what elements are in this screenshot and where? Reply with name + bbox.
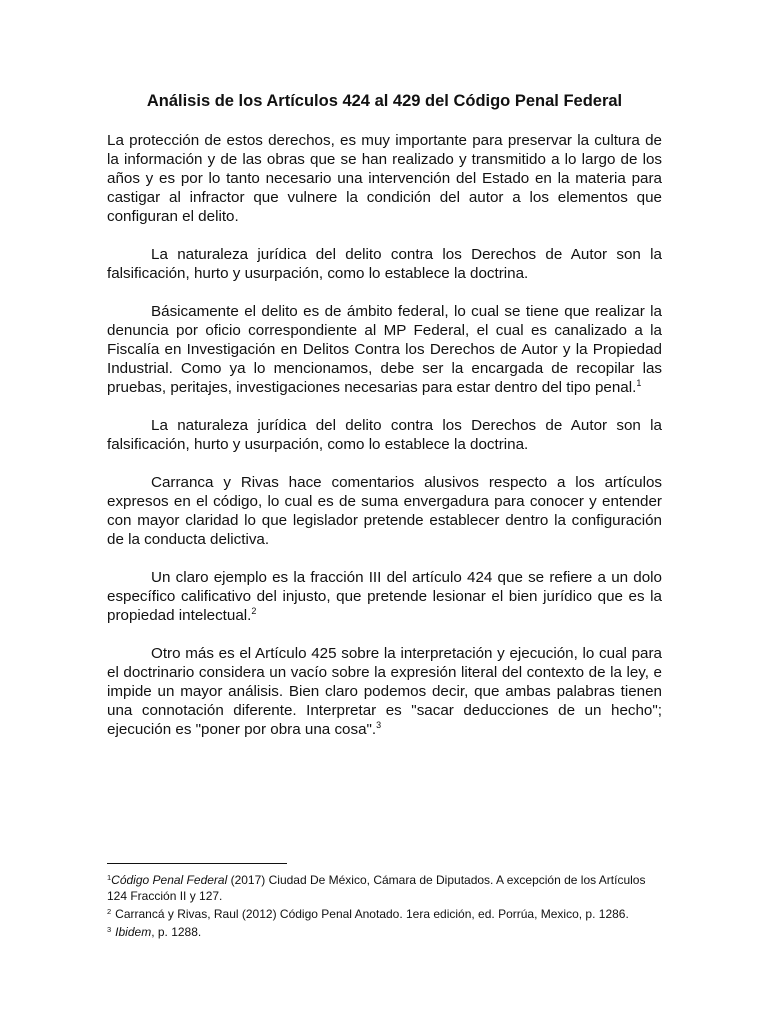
paragraph bbox=[107, 245, 662, 283]
paragraph bbox=[107, 416, 662, 454]
footnote-mark: 3 bbox=[107, 925, 112, 934]
paragraph-text: Básicamente el delito es de ámbito federal, lo cual se tiene que realizar la denuncia por oficio correspondiente al MP Federal, el cual es canalizado a la Fiscalía en Investigación en Delitos Contra los Derechos de Autor y la Propiedad Industrial. Como ya lo mencionamos, debe ser la encargada de recopilar las pruebas, peritajes, investigaciones necesarias para estar dentro del tipo penal. bbox=[107, 303, 662, 396]
footnote-italic-text: Ibidem bbox=[115, 925, 152, 939]
footnote-3 bbox=[107, 922, 662, 940]
paragraph bbox=[107, 568, 662, 625]
paragraph-text: Un claro ejemplo es la fracción III del artículo 424 que se refiere a un dolo específico calificativo del injusto, que pretende lesionar el bien jurídico que es la propiedad intelectual. bbox=[107, 569, 662, 624]
footnote-1 bbox=[107, 870, 662, 904]
footnote-mark: 2 bbox=[107, 907, 112, 916]
document-body bbox=[107, 131, 662, 758]
footnote-reference: 2 bbox=[251, 606, 257, 616]
footnote-reference: 3 bbox=[376, 720, 382, 730]
paragraph bbox=[107, 131, 662, 226]
paragraph-text: La protección de estos derechos, es muy importante para preservar la cultura de la información y de las obras que se han realizado y transmitido a lo largo de los años y es por lo tanto necesario una intervención del Estado en la materia para castigar al infractor que vulnere la condición del autor a los elementos que configuran el delito. bbox=[107, 132, 662, 225]
footnote-text: (2017) Ciudad De México, Cámara de Diputados. A excepción de los Artículos 124 Fracción II y 127. bbox=[107, 873, 646, 903]
footnote-2 bbox=[107, 904, 662, 922]
footnote-reference: 1 bbox=[636, 378, 642, 388]
footnote-italic-text: Código Penal Federal bbox=[111, 873, 228, 887]
footnotes bbox=[107, 870, 662, 940]
paragraph-text: Carranca y Rivas hace comentarios alusivos respecto a los artículos expresos en el código, lo cual es de suma envergadura para conocer y entender con mayor claridad lo que legislador pretende establecer dentro la configuración de la conducta delictiva. bbox=[107, 474, 662, 548]
paragraph-text: La naturaleza jurídica del delito contra los Derechos de Autor son la falsificación, hurto y usurpación, como lo establece la doctrina. bbox=[107, 417, 662, 453]
footnote-mark: 1 bbox=[107, 873, 112, 882]
paragraph bbox=[107, 644, 662, 739]
paragraph-text: La naturaleza jurídica del delito contra los Derechos de Autor son la falsificación, hurto y usurpación, como lo establece la doctrina. bbox=[107, 246, 662, 282]
document-title: Análisis de los Artículos 424 al 429 del Código Penal Federal bbox=[146, 92, 623, 110]
paragraph bbox=[107, 302, 662, 397]
paragraph-text: Otro más es el Artículo 425 sobre la interpretación y ejecución, lo cual para el doctrinario considera un vacío sobre la expresión literal del contexto de la ley, e impide un mayor análisis. Bien claro podemos decir, que ambas palabras tienen una connotación diferente. Interpretar es "sacar deducciones de un hecho"; ejecución es "poner por obra una cosa". bbox=[107, 645, 662, 738]
footnote-text: , p. 1288. bbox=[151, 925, 202, 939]
footnote-separator bbox=[107, 863, 287, 864]
paragraph bbox=[107, 473, 662, 549]
footnote-text: Carrancá y Rivas, Raul (2012) Código Penal Anotado. 1era edición, ed. Porrúa, Mexico, p. 1286. bbox=[115, 907, 629, 921]
